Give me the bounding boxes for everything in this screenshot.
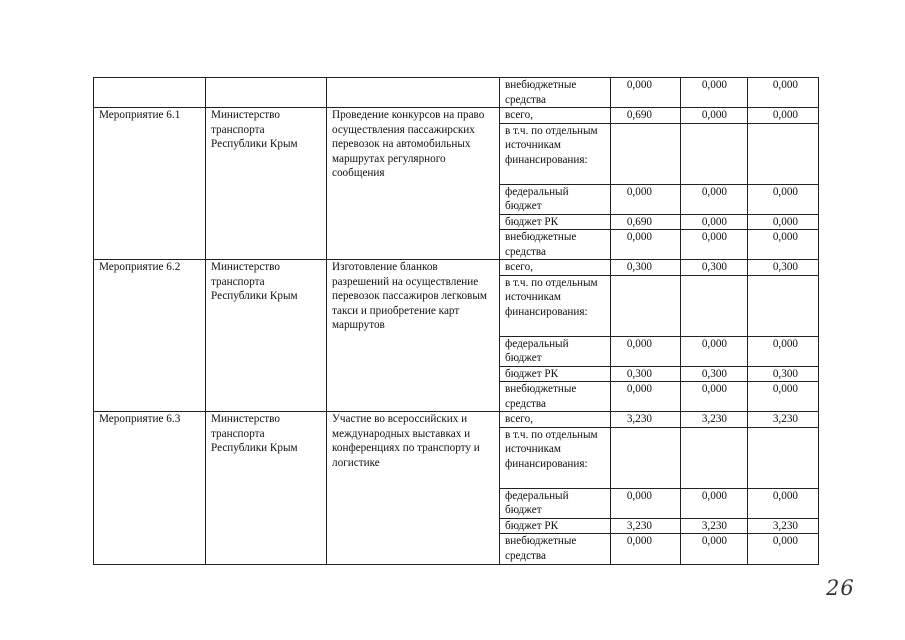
value-cell: 0,000 bbox=[611, 336, 681, 366]
value-cell: 0,000 bbox=[681, 230, 748, 260]
source-cell: внебюджетные средства bbox=[500, 78, 611, 108]
value-cell: 0,000 bbox=[681, 382, 748, 412]
value-cell: 0,000 bbox=[748, 78, 819, 108]
value-cell: 3,230 bbox=[681, 412, 748, 428]
value-cell bbox=[748, 275, 819, 336]
value-cell: 3,230 bbox=[681, 518, 748, 534]
funding-table bbox=[93, 77, 819, 565]
activity-name: Мероприятие 6.3 bbox=[94, 412, 206, 565]
value-cell: 0,000 bbox=[611, 78, 681, 108]
source-cell: федеральный бюджет bbox=[500, 336, 611, 366]
value-cell: 0,000 bbox=[748, 184, 819, 214]
value-cell: 3,230 bbox=[748, 412, 819, 428]
activity-description: Участие во всероссийских и международных выставках и конференциях по транспорту и логистике bbox=[327, 412, 500, 565]
value-cell: 0,000 bbox=[611, 230, 681, 260]
value-cell bbox=[611, 427, 681, 488]
value-cell: 3,230 bbox=[748, 518, 819, 534]
activity-cell bbox=[94, 78, 206, 108]
value-cell bbox=[748, 427, 819, 488]
source-cell: внебюджетные средства bbox=[500, 534, 611, 565]
value-cell: 0,000 bbox=[748, 382, 819, 412]
page-number: 26 bbox=[826, 576, 855, 600]
value-cell: 0,300 bbox=[681, 366, 748, 382]
value-cell: 0,690 bbox=[611, 108, 681, 124]
value-cell: 0,300 bbox=[748, 366, 819, 382]
executor-name: Министерство транспорта Республики Крым bbox=[206, 108, 327, 260]
value-cell: 0,000 bbox=[611, 534, 681, 565]
source-cell: в т.ч. по отдельным источникам финансирования: bbox=[500, 427, 611, 488]
value-cell: 0,000 bbox=[748, 230, 819, 260]
table-row bbox=[94, 260, 819, 276]
value-cell: 0,300 bbox=[611, 366, 681, 382]
source-cell: всего, bbox=[500, 260, 611, 276]
value-cell bbox=[611, 275, 681, 336]
value-cell: 0,000 bbox=[681, 534, 748, 565]
source-cell: всего, bbox=[500, 412, 611, 428]
activity-description: Изготовление бланков разрешений на осуществление перевозок пассажиров легковым такси и приобретение карт маршрутов bbox=[327, 260, 500, 412]
value-cell: 0,000 bbox=[681, 184, 748, 214]
table-row bbox=[94, 108, 819, 124]
value-cell: 3,230 bbox=[611, 412, 681, 428]
value-cell: 3,230 bbox=[611, 518, 681, 534]
value-cell: 0,000 bbox=[681, 214, 748, 230]
value-cell bbox=[681, 275, 748, 336]
table-row bbox=[94, 78, 819, 108]
table-row bbox=[94, 412, 819, 428]
source-cell: в т.ч. по отдельным источникам финансирования: bbox=[500, 123, 611, 184]
value-cell: 0,000 bbox=[681, 78, 748, 108]
value-cell: 0,300 bbox=[748, 260, 819, 276]
value-cell: 0,000 bbox=[681, 108, 748, 124]
activity-description: Проведение конкурсов на право осуществления пассажирских перевозок на автомобильных маршрутах регулярного сообщения bbox=[327, 108, 500, 260]
source-cell: бюджет РК bbox=[500, 366, 611, 382]
value-cell: 0,690 bbox=[611, 214, 681, 230]
value-cell: 0,000 bbox=[611, 488, 681, 518]
value-cell: 0,000 bbox=[681, 336, 748, 366]
source-cell: бюджет РК bbox=[500, 214, 611, 230]
value-cell bbox=[681, 427, 748, 488]
value-cell: 0,000 bbox=[748, 108, 819, 124]
value-cell: 0,000 bbox=[611, 382, 681, 412]
value-cell bbox=[748, 123, 819, 184]
value-cell: 0,300 bbox=[611, 260, 681, 276]
value-cell: 0,000 bbox=[748, 534, 819, 565]
value-cell: 0,000 bbox=[681, 488, 748, 518]
activity-name: Мероприятие 6.2 bbox=[94, 260, 206, 412]
source-cell: всего, bbox=[500, 108, 611, 124]
value-cell: 0,000 bbox=[611, 184, 681, 214]
value-cell bbox=[611, 123, 681, 184]
value-cell bbox=[681, 123, 748, 184]
activity-name: Мероприятие 6.1 bbox=[94, 108, 206, 260]
source-cell: федеральный бюджет bbox=[500, 488, 611, 518]
executor-name: Министерство транспорта Республики Крым bbox=[206, 260, 327, 412]
source-cell: бюджет РК bbox=[500, 518, 611, 534]
source-cell: внебюджетные средства bbox=[500, 230, 611, 260]
value-cell: 0,000 bbox=[748, 214, 819, 230]
source-cell: внебюджетные средства bbox=[500, 382, 611, 412]
description-cell bbox=[327, 78, 500, 108]
value-cell: 0,300 bbox=[681, 260, 748, 276]
source-cell: федеральный бюджет bbox=[500, 184, 611, 214]
executor-cell bbox=[206, 78, 327, 108]
value-cell: 0,000 bbox=[748, 336, 819, 366]
executor-name: Министерство транспорта Республики Крым bbox=[206, 412, 327, 565]
value-cell: 0,000 bbox=[748, 488, 819, 518]
source-cell: в т.ч. по отдельным источникам финансирования: bbox=[500, 275, 611, 336]
